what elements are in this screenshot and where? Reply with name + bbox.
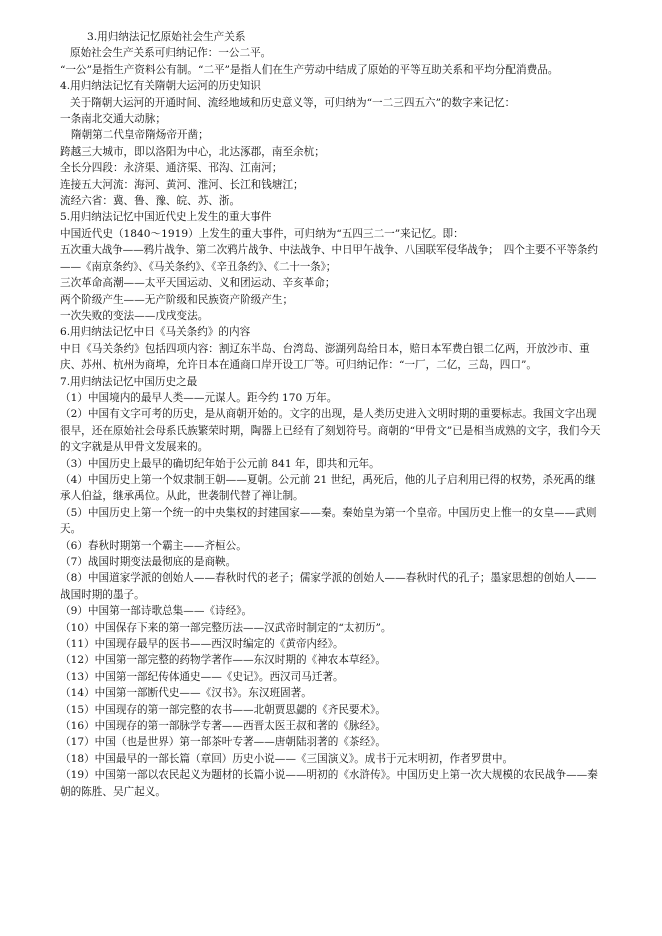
paragraph-line: 一次失败的变法——戊戌变法。 [60, 309, 209, 322]
paragraph-line: 中国近代史（1840～1919）上发生的重大事件，可归纳为“五四三二一”来记忆。即： [60, 227, 464, 240]
list-item: （19）中国第一部以农民起义为题材的长篇小说——明初的《水浒传》。中国历史上第一次大规模的农民战争——秦朝的陈胜、吴广起义。 [60, 769, 598, 798]
paragraph-line: 三次革命高潮——太平天国运动、义和团运动、辛亥革命； [60, 277, 336, 290]
list-item: （5）中国历史上第一个统一的中央集权的封建国家——秦。秦始皇为第一个皇帝。中国历史上惟一的女皇——武则天。 [60, 506, 597, 536]
heading-5-modern-history: 5.用归纳法记忆中国近代史上发生的重大事件 [60, 211, 272, 224]
list-item: （1）中国境内的最早人类——元谋人。距今约 170 万年。 [60, 391, 338, 404]
paragraph-line: 连接五大河流：海河、黄河、淮河、长江和钱塘江； [60, 178, 304, 191]
list-item: （16）中国现存的第一部脉学专著——西晋太医王叔和著的《脉经》。 [60, 720, 386, 733]
heading-6-shimonoseki: 6.用归纳法记忆中日《马关条约》的内容 [60, 326, 251, 339]
list-item: （9）中国第一部诗歌总集——《诗经》。 [60, 605, 253, 618]
paragraph-line: 跨越三大城市，即以洛阳为中心，北达涿郡，南至余杭； [60, 145, 325, 158]
list-item: （2）中国有文字可考的历史，是从商朝开始的。文字的出现，是人类历史进入文明时期的重要标志。我国文字出现很早，还在原始社会母系氏族繁荣时期，陶器上已经有了刻划符号。商朝的“甲骨文”已是相当成熟的文字，我们今天的文字就是从甲骨文发展来的。 [60, 408, 601, 454]
heading-3-primitive-society: 3.用归纳法记忆原始社会生产关系 [87, 31, 246, 43]
list-item: （3）中国历史上最早的确切纪年始于公元前 841 年，即共和元年。 [60, 457, 380, 470]
list-item: （15）中国现存的第一部完整的农书——北朝贾思勰的《齐民要术》。 [60, 703, 386, 716]
list-item: （4）中国历史上第一个奴隶制王朝——夏朝。公元前 21 世纪，禹死后，他的儿子启利用已得的权势，杀死禹的继承人伯益，继承禹位。从此，世袭制代替了禅让制。 [60, 473, 596, 503]
paragraph-line: 中日《马关条约》包括四项内容：割辽东半岛、台湾岛、澎湖列岛给日本，赔日本军费白银二亿两，开放沙市、重庆、苏州、杭州为商埠，允许日本在通商口岸开设工厂等。可归纳记作：“一厂，二亿，三岛，四口”。 [60, 342, 590, 372]
paragraph-line: 全长分四段：永济渠、通济渠、邗沟、江南河； [60, 162, 283, 175]
list-item: （18）中国最早的一部长篇（章回）历史小说——《三国演义》。成书于元末明初，作者罗贯中。 [60, 752, 514, 765]
paragraph-line: “一公”是指生产资料公有制。“二平”是指人们在生产劳动中结成了原始的平等互助关系和平均分配消费品。 [60, 63, 559, 76]
paragraph-line: 关于隋朝大运河的开通时间、流经地域和历史意义等，可归纳为“一二三四五六”的数字来记忆： [70, 96, 516, 109]
list-item: （12）中国第一部完整的药物学著作——东汉时期的《神农本草经》。 [60, 654, 386, 667]
list-item: （14）中国第一部断代史——《汉书》。东汉班固著。 [60, 687, 312, 700]
heading-7-firsts: 7.用归纳法记忆中国历史之最 [60, 375, 198, 388]
paragraph-line: 两个阶级产生——无产阶级和民族资产阶级产生； [60, 293, 294, 306]
list-item: （17）中国（也是世界）第一部茶叶专著——唐朝陆羽著的《茶经》。 [60, 736, 386, 749]
list-item: （8）中国道家学派的创始人——春秋时代的老子；儒家学派的创始人——春秋时代的孔子；墨家思想的创始人——战国时期的墨子。 [60, 572, 597, 601]
list-item: （7）战国时期变法最彻底的是商鞅。 [60, 556, 237, 568]
paragraph-line: 一条南北交通大动脉； [60, 113, 166, 126]
paragraph-line: 流经六省：冀、鲁、豫、皖、苏、浙。 [60, 195, 241, 208]
list-item: （11）中国现存最早的医书——西汉时编定的《黄帝内经》。 [60, 638, 344, 651]
paragraph-line: 原始社会生产关系可归纳记作：一公二平。 [70, 47, 272, 60]
heading-4-grand-canal: 4.用归纳法记忆有关隋朝大运河的历史知识 [60, 80, 261, 93]
paragraph-line: 五次重大战争——鸦片战争、第二次鸦片战争、中法战争、中日甲午战争、八国联军侵华战争； 四个主要不平等条约——《南京条约》、《马关条约》、《辛丑条约》、《二十一条》； [60, 244, 598, 273]
list-item: （13）中国第一部纪传体通史——《史记》。西汉司马迁著。 [60, 670, 344, 683]
list-item: （10）中国保存下来的第一部完整历法——汉武帝时制定的“太初历”。 [60, 621, 392, 634]
list-item: （6）春秋时期第一个霸主——齐桓公。 [60, 539, 247, 552]
paragraph-line: 隋朝第二代皇帝隋炀帝开凿； [71, 129, 209, 142]
